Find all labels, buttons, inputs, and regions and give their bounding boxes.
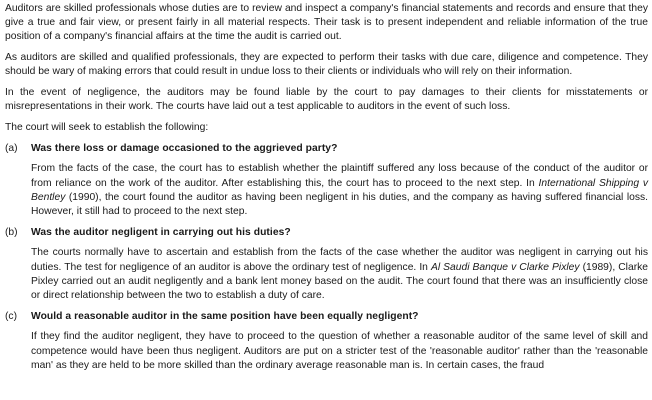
question-c-heading <box>5 310 648 324</box>
question-a-heading <box>5 142 648 156</box>
question-b-text-1: The courts normally have to ascertain and establish from the facts of the case whether the auditor was negligent in carrying out his duties. The test for negligence of an auditor is above the ordinary test of negligence. In <box>31 247 648 273</box>
question-c-body <box>31 330 648 373</box>
question-b-text-2: (1989), Clarke Pixley carried out an audit negligently and a bank lent money based on the audit. The court found that there was an insufficiently close or direct relationship between the two to establish a duty of care. <box>31 261 648 301</box>
question-b-heading <box>5 226 648 240</box>
question-b-title: Was the auditor negligent in carrying out his duties? <box>31 226 291 238</box>
question-c-title: Would a reasonable auditor in the same position have been equally negligent? <box>31 310 419 322</box>
paragraph-negligence: In the event of negligence, the auditors may be found liable by the court to pay damages to their clients for misstatements or misrepresentations in their work. The courts have laid out a test applicable to auditors in the event of such loss. <box>5 87 648 113</box>
question-b-number: (b) <box>5 226 18 238</box>
question-c-text-1: If they find the auditor negligent, they have to proceed to the question of whether a reasonable auditor of the same level of skill and competence would have been thus negligent. Auditors are put on a stricter test of the 'reasonable auditor' rather than the 'reasonable man' as they are held to be more skilled than the ordinary average reasonable man is. In certain cases, the fraud <box>31 331 648 371</box>
document-page <box>5 2 648 379</box>
question-a-text-2: (1990), the court found the auditor as having been negligent in his duties, and the company as having suffered financial loss. However, it still had to proceed to the next step. <box>31 191 648 217</box>
question-a-case: International Shipping v Bentley <box>31 177 648 203</box>
question-a-number: (a) <box>5 142 18 154</box>
paragraph-court-test: The court will seek to establish the following: <box>5 121 209 133</box>
paragraph-intro: Auditors are skilled professionals whose duties are to review and inspect a company's financial statements and records and ensure that they give a true and fair view, or present fairly in all material respects. Their task is to present independent and reliable information of the true position of a company's financial affairs at the time the audit is carried out. <box>5 3 648 43</box>
question-a-title: Was there loss or damage occasioned to the aggrieved party? <box>31 142 338 154</box>
question-b-case: Al Saudi Banque v Clarke Pixley <box>430 261 580 273</box>
question-a-body <box>31 162 648 219</box>
question-a-text-1: From the facts of the case, the court has to establish whether the plaintiff suffered any loss because of the conduct of the auditor or from reliance on the work of the auditor. After establishing this, the court has to proceed to the next step. In <box>31 163 648 189</box>
paragraph-professionals: As auditors are skilled and qualified professionals, they are expected to perform their tasks with due care, diligence and competence. They should be wary of making errors that could result in undue loss to their clients or individuals who will rely on their information. <box>5 52 648 78</box>
question-c-number: (c) <box>5 310 18 322</box>
question-b-body <box>31 246 648 303</box>
